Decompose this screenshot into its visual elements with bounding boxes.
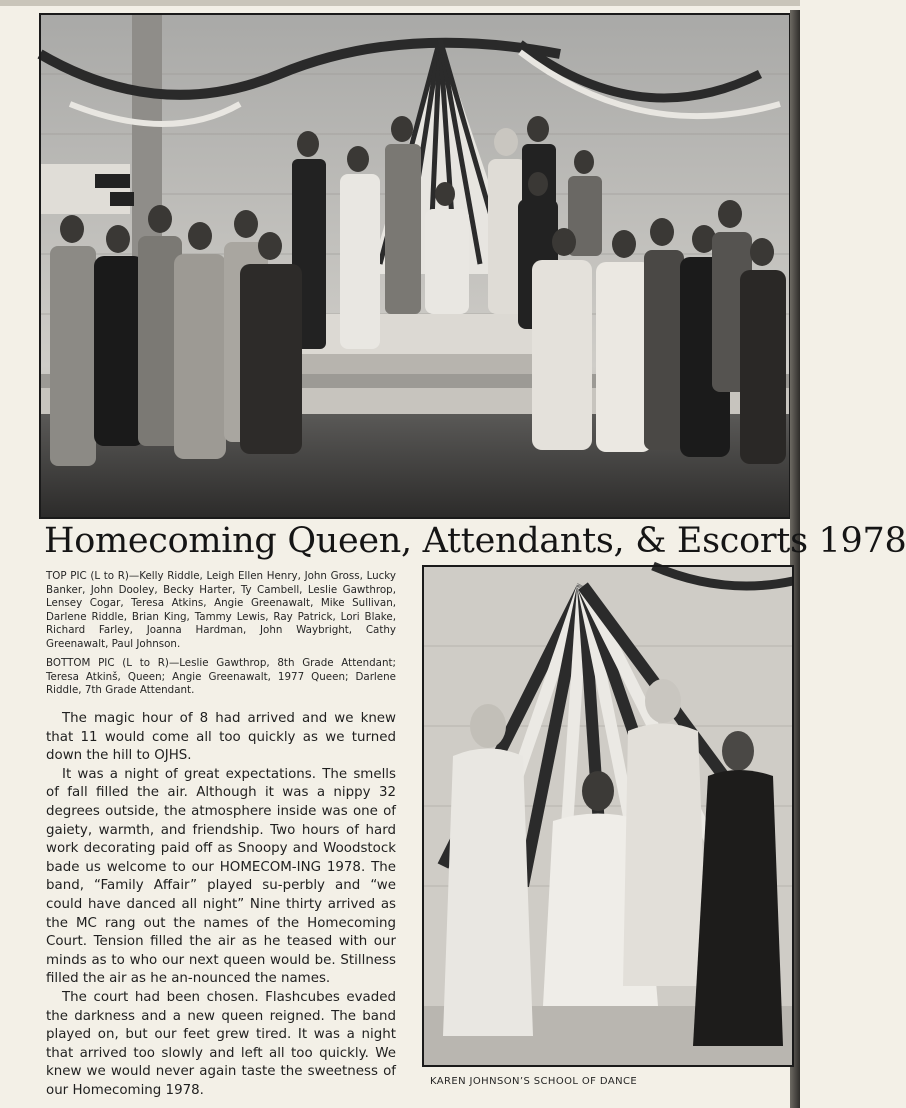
top-group-photo bbox=[40, 14, 790, 518]
story-paragraph: The court had been chosen. Flashcubes evaded the darkness and a new queen reigned. The band played on, but our feet grew tired. It was a night that arrived too slowly and left all too quickly. We knew we would never again taste the sweetness of our Homecoming 1978. bbox=[46, 989, 396, 1098]
top-photo-caption: TOP PIC (L to R)—Kelly Riddle, Leigh Ellen Henry, John Gross, Lucky Banker, John Dooley, Becky Harter, Ty Cambell, Leslie Gawthrop, Lensey Cogar, Teresa Atkins, Angie Greenawalt, Mike Sullivan, Darlene Riddle, Brian King, Tammy Lewis, Ray Patrick, Lori Blake, Richard Farley, Joanna Hardman, John Waybright, Cathy Greenawalt, Paul Johnson. bbox=[46, 570, 396, 650]
bottom-photo-caption: BOTTOM PIC (L to R)—Leslie Gawthrop, 8th Grade Attendant; Teresa Atkinš, Queen; Angie Greenawalt, 1977 Queen; Darlene Riddle, 7th Grade Attendant. bbox=[46, 657, 396, 697]
page-top-edge bbox=[0, 0, 800, 6]
top-photo-image bbox=[40, 14, 790, 518]
page-headline: Homecoming Queen, Attendants, & Escorts 1978 bbox=[44, 521, 906, 561]
story-paragraph: The magic hour of 8 had arrived and we knew that 11 would come all too quickly as we turned down the hill to OJHS. bbox=[46, 711, 396, 764]
bottom-court-photo bbox=[423, 566, 793, 1066]
story-paragraph: It was a night of great expectations. The smells of fall filled the air. Although it was a nippy 32 degrees outside, the atmosphere inside was one of gaiety, warmth, and friendship. Two hours of hard work decorating paid off as Snoopy and Woodstock bade us welcome to our HOMECOM-ING 1978. The band, “Family Affair” played su-perbly and “we could have danced all night” Nine thirty arrived as the MC rang out the names of the Homecoming Court. Tension filled the air as he teased with our minds as to who our next queen would be. Stillness filled the air as he an-nounced the names. bbox=[46, 766, 396, 987]
photo-credit: KAREN JOHNSON’S SCHOOL OF DANCE bbox=[430, 1076, 638, 1087]
story-body bbox=[46, 710, 396, 1100]
bottom-photo-image bbox=[423, 566, 793, 1066]
